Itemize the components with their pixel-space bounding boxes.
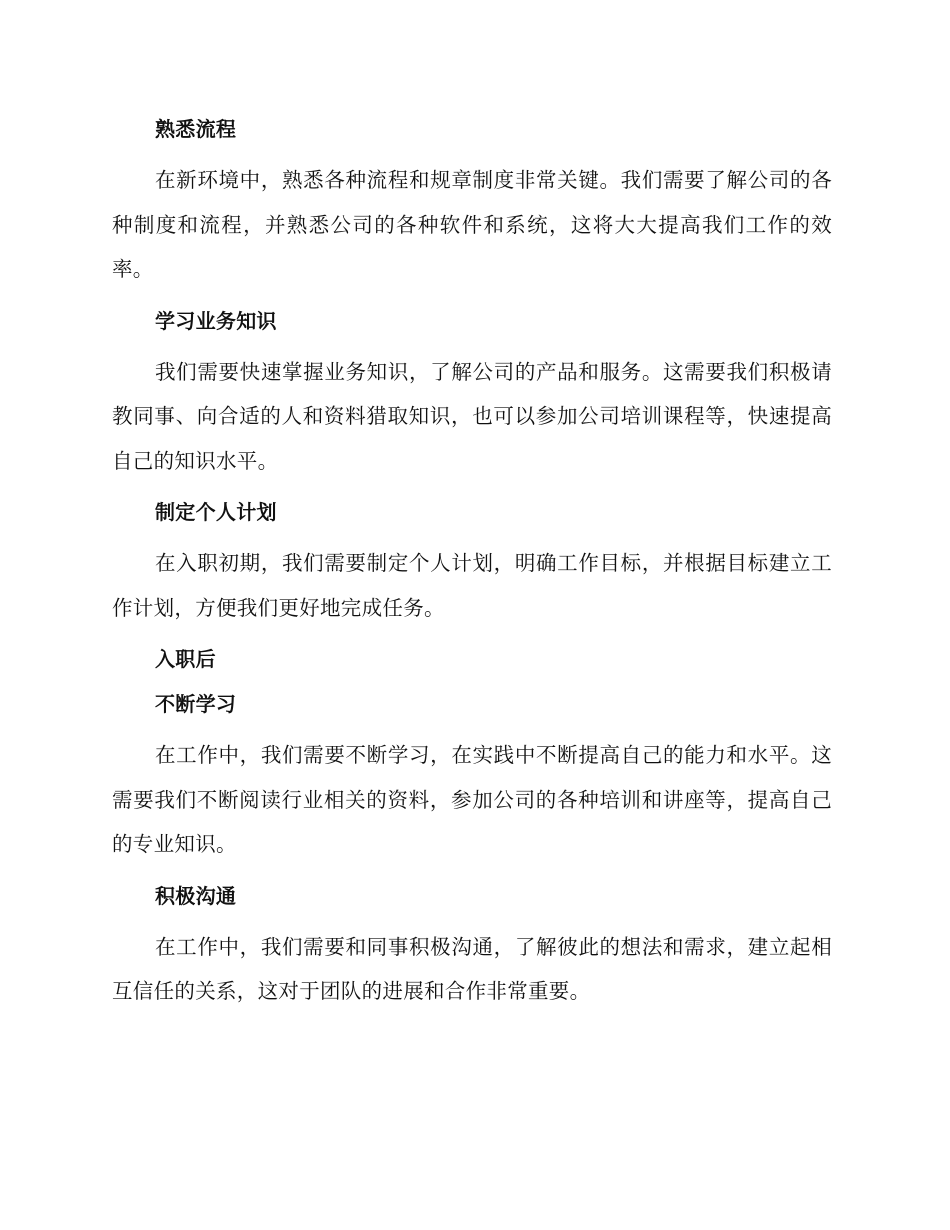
section-paragraph-learn-business: 我们需要快速掌握业务知识，了解公司的产品和服务。这需要我们积极请教同事、向合适的人和资料猎取知识，也可以参加公司培训课程等，快速提高自己的知识水平。	[112, 359, 832, 473]
section-heading-familiarize-process: 熟悉流程	[155, 117, 237, 141]
section-heading-communicate: 积极沟通	[155, 883, 237, 908]
section-paragraph-communicate: 在工作中，我们需要和同事积极沟通，了解彼此的想法和需求，建立起相互信任的关系，这对于团队的进展和合作非常重要。	[112, 934, 832, 1003]
section-heading-after-onboarding: 入职后	[155, 647, 216, 671]
document-body	[112, 113, 832, 1027]
section-heading-learn-business: 学习业务知识	[155, 308, 277, 333]
section-heading-personal-plan: 制定个人计划	[155, 500, 277, 524]
section-paragraph-personal-plan: 在入职初期，我们需要制定个人计划，明确工作目标，并根据目标建立工作计划，方便我们更好地完成任务。	[112, 551, 832, 620]
section-paragraph-keep-learning: 在工作中，我们需要不断学习，在实践中不断提高自己的能力和水平。这需要我们不断阅读行业相关的资料，参加公司的各种培训和讲座等，提高自己的专业知识。	[112, 743, 832, 856]
section-paragraph-familiarize-process: 在新环境中，熟悉各种流程和规章制度非常关键。我们需要了解公司的各种制度和流程，并熟悉公司的各种软件和系统，这将大大提高我们工作的效率。	[112, 168, 832, 281]
section-heading-keep-learning: 不断学习	[155, 692, 237, 716]
